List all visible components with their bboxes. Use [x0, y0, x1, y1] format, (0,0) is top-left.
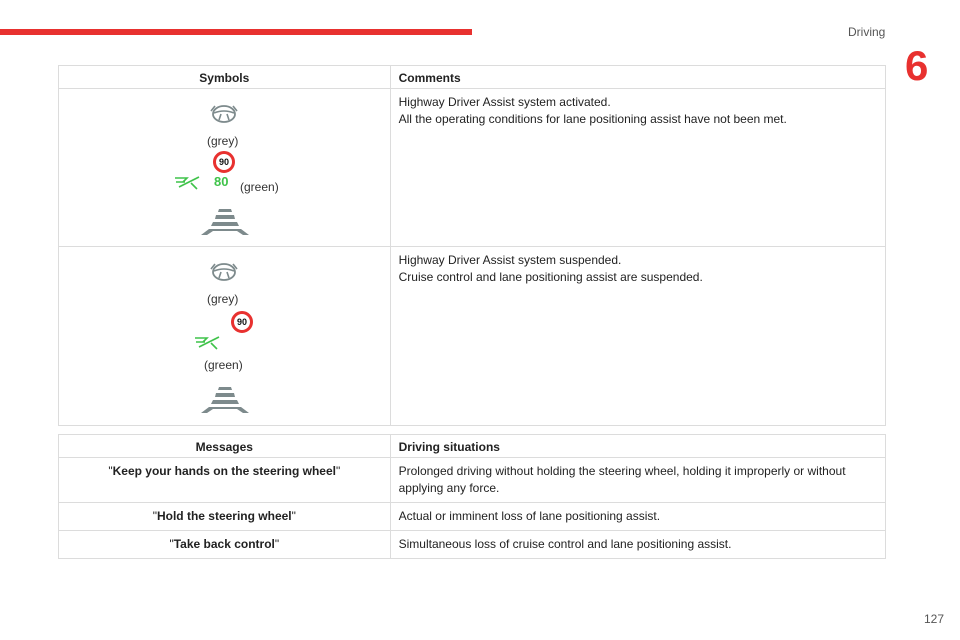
message-cell: "Keep your hands on the steering wheel": [59, 458, 391, 503]
message-cell: "Take back control": [59, 531, 391, 559]
page-number: 127: [923, 612, 944, 626]
comment-cell: [390, 89, 885, 247]
section-title: Driving: [848, 25, 886, 39]
table-row: [59, 89, 886, 247]
table-row: [59, 247, 886, 426]
chapter-number: 6: [905, 42, 929, 89]
green-label: (green): [204, 358, 243, 372]
comment-line: Highway Driver Assist system suspended.: [398, 253, 622, 267]
header-messages: Messages: [59, 435, 391, 458]
comment-line: Cruise control and lane positioning assist are suspended.: [398, 270, 703, 284]
message-cell: "Hold the steering wheel": [59, 503, 391, 531]
message-text: Hold the steering wheel: [156, 509, 292, 523]
set-speed-value: 80: [214, 174, 229, 189]
grey-label: (grey): [207, 134, 239, 148]
symbols-table: [58, 65, 886, 426]
table-row: [59, 503, 886, 531]
road-lanes-icon: [199, 207, 251, 237]
comment-cell: [390, 247, 885, 426]
green-label: (green): [240, 180, 279, 194]
table-header-row: [59, 435, 886, 458]
table-row: [59, 458, 886, 503]
road-lanes-icon: [199, 385, 251, 415]
header-driving-situations: Driving situations: [390, 435, 885, 458]
situation-cell: Simultaneous loss of cruise control and lane positioning assist.: [390, 531, 885, 559]
situation-cell: Prolonged driving without holding the steering wheel, holding it improperly or without applying any force.: [390, 458, 885, 503]
grey-label: (grey): [207, 292, 239, 306]
comment-line: Highway Driver Assist system activated.: [398, 95, 611, 109]
symbols-cell: [59, 89, 391, 247]
situation-cell: Actual or imminent loss of lane positioning assist.: [390, 503, 885, 531]
symbols-cell: [59, 247, 391, 426]
message-text: Keep your hands on the steering wheel: [112, 464, 336, 478]
comment-line: All the operating conditions for lane positioning assist have not been met.: [398, 112, 787, 126]
lane-assist-green-icon: [193, 335, 223, 351]
chapter-accent-bar: [0, 29, 472, 35]
lane-assist-green-icon: [173, 175, 203, 191]
table-header-row: [59, 66, 886, 89]
speed-limit-sign-icon: 90: [231, 311, 253, 333]
steering-wheel-hands-icon: [209, 102, 239, 124]
table-row: [59, 531, 886, 559]
message-text: Take back control: [173, 537, 275, 551]
header-symbols: Symbols: [59, 66, 391, 89]
header-comments: Comments: [390, 66, 885, 89]
messages-table: [58, 434, 886, 559]
steering-wheel-hands-icon: [209, 260, 239, 282]
speed-limit-sign-icon: 90: [213, 151, 235, 173]
